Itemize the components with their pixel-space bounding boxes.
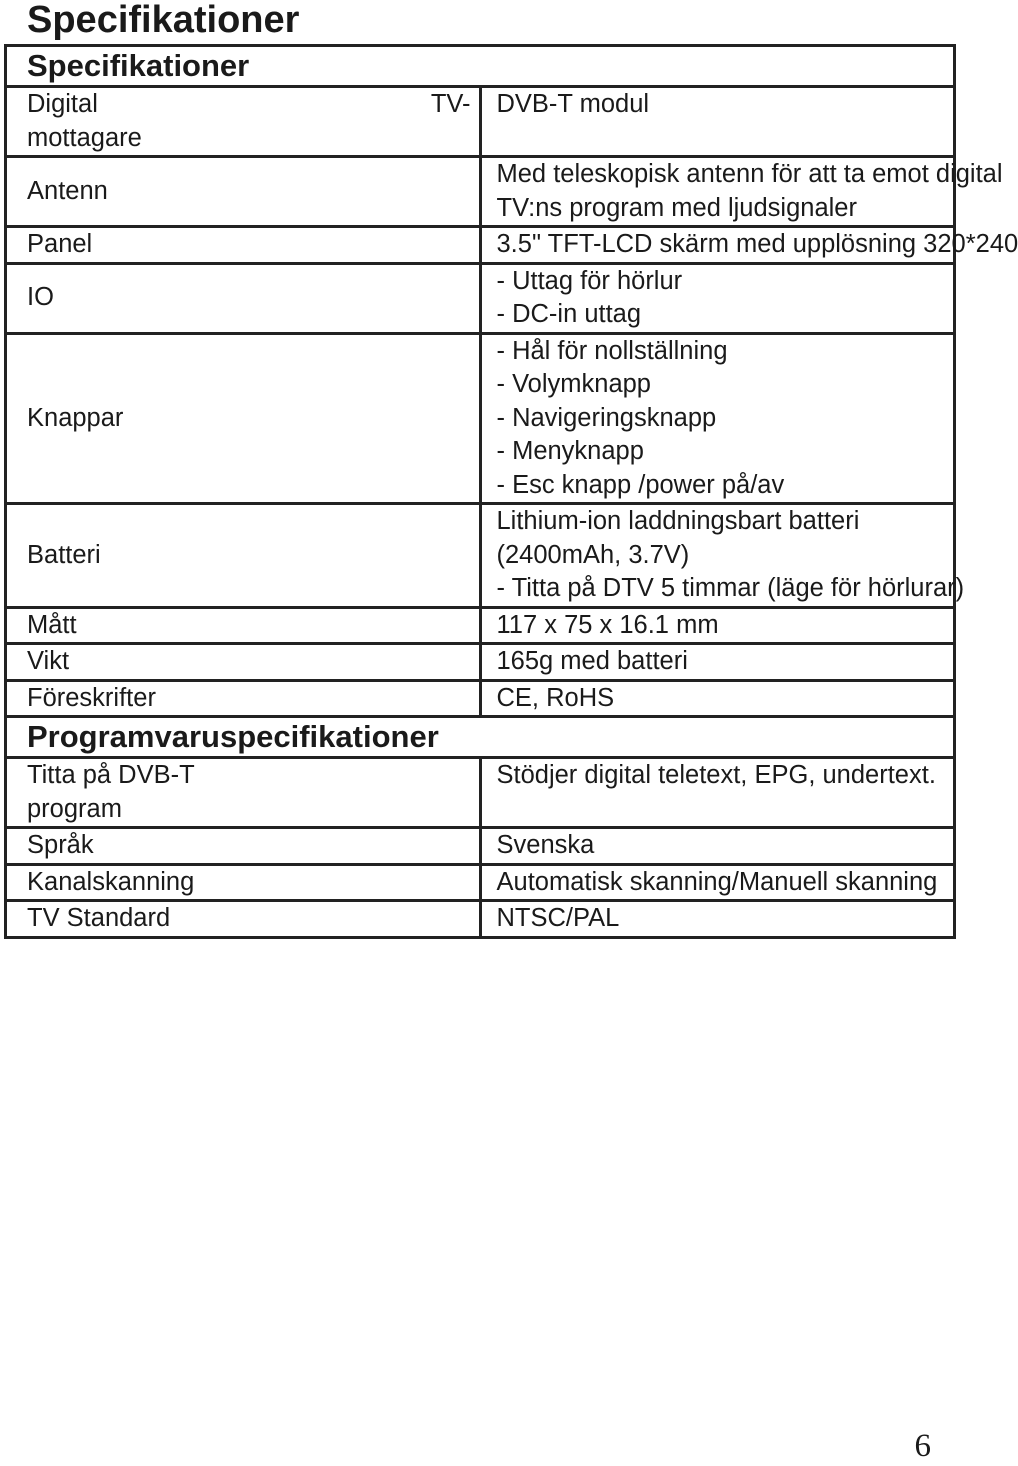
spec-value-line: Med teleskopisk antenn för att ta emot digital (496, 160, 1003, 188)
spec-value (480, 87, 955, 157)
spec-value-line: CE, RoHS (496, 683, 615, 712)
spec-label-line: Batteri (27, 540, 101, 569)
spec-label (6, 157, 481, 227)
spec-value (480, 504, 965, 608)
spec-label-line: Panel (27, 230, 93, 258)
spec-row (6, 157, 955, 227)
spec-row (6, 504, 955, 608)
spec-label-line: Knappar (27, 403, 124, 432)
spec-label (6, 333, 481, 504)
spec-label (6, 828, 481, 865)
spec-value (480, 157, 1003, 227)
spec-label-split-line (27, 88, 473, 122)
spec-label (6, 87, 481, 157)
spec-value (480, 644, 955, 681)
spec-value (480, 758, 955, 828)
spec-row (6, 644, 955, 681)
spec-value-line: DVB-T modul (496, 90, 650, 118)
spec-label (6, 901, 481, 938)
spec-value-line: - Volymknapp (496, 370, 651, 398)
spec-label-line: Titta på DVB-T (27, 761, 195, 789)
spec-label (6, 607, 481, 644)
spec-value (480, 864, 955, 901)
spec-value-line: Svenska (496, 831, 595, 859)
spec-value (480, 828, 955, 865)
spec-label-word: TV- (430, 90, 471, 118)
spec-value-line: - Navigeringsknapp (496, 403, 717, 432)
spec-row (6, 864, 955, 901)
section-heading-row (6, 717, 955, 758)
spec-value-line: - Hål för nollställning (496, 336, 728, 365)
spec-value-line: Lithium-ion laddningsbart batteri (496, 507, 860, 535)
spec-label-line: Antenn (27, 176, 108, 205)
spec-value-line: 117 x 75 x 16.1 mm (496, 610, 719, 639)
spec-label (6, 864, 481, 901)
spec-label-line: program (27, 794, 122, 823)
spec-value-line: TV:ns program med ljudsignaler (496, 193, 857, 222)
spec-label-line: IO (27, 283, 54, 312)
spec-label-line: Mått (27, 610, 77, 639)
spec-value-line: NTSC/PAL (496, 904, 620, 932)
spec-row (6, 263, 955, 333)
page-number: 6 (914, 1428, 931, 1464)
spec-value-line: - Menyknapp (496, 437, 644, 465)
spec-value-line: - Titta på DTV 5 timmar (läge för hörlurar) (496, 574, 965, 602)
spec-value-line: - Esc knapp /power på/av (496, 470, 785, 499)
spec-value-line: - Uttag för hörlur (496, 266, 683, 295)
spec-value-line: Stödjer digital teletext, EPG, undertext. (496, 761, 936, 789)
spec-label-line: Föreskrifter (27, 683, 156, 712)
spec-value-line: 165g med batteri (496, 647, 688, 675)
spec-label (6, 758, 481, 828)
spec-label (6, 227, 481, 264)
spec-value-line: Automatisk skanning/Manuell skanning (496, 867, 938, 896)
spec-label (6, 680, 481, 717)
spec-value (480, 333, 955, 504)
spec-value-line: (2400mAh, 3.7V) (496, 540, 690, 569)
page-title: Specifikationer (27, 0, 300, 41)
spec-value (480, 227, 1018, 264)
spec-row (6, 333, 955, 504)
spec-value (480, 263, 955, 333)
spec-row (6, 607, 955, 644)
spec-value (480, 607, 955, 644)
section-heading-row (6, 46, 955, 87)
spec-row (6, 680, 955, 717)
spec-label-line: Språk (27, 831, 94, 859)
spec-row (6, 758, 955, 828)
software-section-heading: Programvaruspecifikationer (6, 717, 955, 758)
spec-label (6, 644, 481, 681)
spec-label-line: TV Standard (27, 904, 171, 932)
spec-label-line: mottagare (27, 123, 142, 152)
spec-row (6, 227, 955, 264)
spec-value (480, 680, 955, 717)
hardware-section-heading: Specifikationer (6, 46, 955, 87)
spec-label (6, 504, 481, 608)
spec-value (480, 901, 955, 938)
spec-label-line: Vikt (27, 647, 70, 675)
spec-label-word: Digital (27, 90, 98, 118)
spec-row (6, 901, 955, 938)
specification-table (4, 44, 1018, 939)
spec-label (6, 263, 481, 333)
spec-row (6, 828, 955, 865)
spec-label-line: Kanalskanning (27, 867, 195, 896)
spec-value-line: - DC-in uttag (496, 300, 642, 328)
spec-value-line: 3.5" TFT-LCD skärm med upplösning 320*240 (496, 230, 1018, 258)
spec-row (6, 87, 955, 157)
